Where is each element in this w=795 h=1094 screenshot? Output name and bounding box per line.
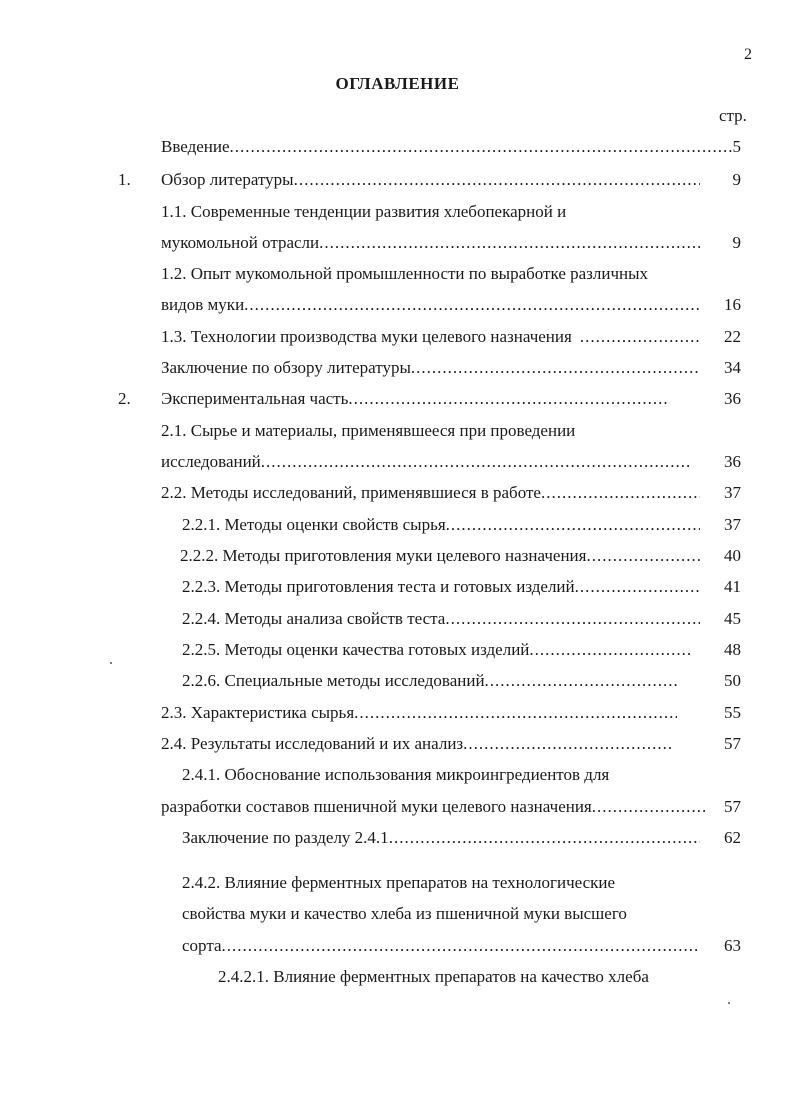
page-number: 2 xyxy=(744,46,752,63)
toc-entry-title: Введение xyxy=(161,137,230,156)
toc-entry-2-1-cont[interactable] xyxy=(0,447,795,477)
toc-entry-title: 2.3. Характеристика сырья xyxy=(161,703,355,722)
toc-entry-chapter-1[interactable] xyxy=(0,165,795,195)
toc-entry-1-3[interactable] xyxy=(0,322,795,352)
toc-entry-title: 2.4. Результаты исследований и их анализ xyxy=(161,734,464,753)
leader-dots xyxy=(446,510,700,540)
leader-dots xyxy=(586,541,700,571)
leader-dots xyxy=(294,165,700,195)
leader-dots xyxy=(230,132,733,162)
toc-entry-title: 1.1. Современные тенденции развития хлебопекарной и xyxy=(161,202,567,221)
toc-entry-page: 55 xyxy=(724,703,741,722)
toc-entry-title: разработки составов пшеничной муки целевого назначения xyxy=(161,797,592,816)
leader-dots xyxy=(244,290,700,320)
toc-entry-1-1-cont[interactable] xyxy=(0,228,795,258)
toc-entry-1-2-cont[interactable] xyxy=(0,290,795,320)
toc-entry-title: 2.4.2.1. Влияние ферментных препаратов на качество хлеба xyxy=(218,967,649,986)
toc-entry-2-4-1[interactable] xyxy=(0,760,795,790)
toc-entry-2-3[interactable] xyxy=(0,698,795,728)
toc-entry-page: 9 xyxy=(732,233,741,252)
scan-speck xyxy=(110,662,112,664)
leader-dots xyxy=(592,792,705,822)
toc-entry-title: 1.2. Опыт мукомольной промышленности по выработке различных xyxy=(161,264,649,283)
toc-entry-title: свойства муки и качество хлеба из пшеничной муки высшего xyxy=(182,904,627,923)
toc-entry-page: 62 xyxy=(724,828,741,847)
toc-entry-2-4-2-cont[interactable] xyxy=(0,899,795,929)
toc-entry-title: Заключение по обзору литературы xyxy=(161,358,411,377)
toc-entry-2-4-1-cont[interactable] xyxy=(0,792,795,822)
toc-entry-title: Обзор литературы xyxy=(161,170,294,189)
leader-dots xyxy=(261,447,690,477)
toc-entry-page: 16 xyxy=(724,295,741,314)
toc-entry-2-2-4[interactable] xyxy=(0,604,795,634)
toc-entry-page: 50 xyxy=(724,671,741,690)
leader-dots xyxy=(445,604,700,634)
toc-entry-title: Заключение по разделу 2.4.1 xyxy=(182,828,389,847)
toc-entry-title: мукомольной отрасли xyxy=(161,233,320,252)
toc-entry-2-2-2[interactable] xyxy=(0,541,795,571)
toc-entry-chapter-2[interactable] xyxy=(0,384,795,414)
toc-entry-title: 2.1. Сырье и материалы, применявшееся при проведении xyxy=(161,421,576,440)
toc-entry-title: 1.3. Технологии производства муки целевого назначения xyxy=(161,327,572,346)
toc-entry-title: исследований xyxy=(161,452,261,471)
toc-entry-title: 2.2. Методы исследований, применявшиеся в работе xyxy=(161,483,541,502)
toc-entry-page: 36 xyxy=(724,389,741,408)
toc-entry-1-2[interactable] xyxy=(0,259,795,289)
toc-entry-title: 2.2.5. Методы оценки качества готовых изделий xyxy=(182,640,530,659)
toc-entry-page: 48 xyxy=(724,640,741,659)
toc-entry-title: Экспериментальная часть xyxy=(161,389,349,408)
page-title: ОГЛАВЛЕНИЕ xyxy=(335,74,460,93)
toc-entry-2-2-5[interactable] xyxy=(0,635,795,665)
toc-entry-title: 2.4.1. Обоснование использования микроингредиентов для xyxy=(182,765,610,784)
toc-entry-title: 2.2.4. Методы анализа свойств теста xyxy=(182,609,446,628)
page-column-header: стр. xyxy=(719,106,747,125)
toc-entry-2-4-2[interactable] xyxy=(0,868,795,898)
toc-entry-page: 40 xyxy=(724,546,741,565)
toc-entry-1-1[interactable] xyxy=(0,197,795,227)
toc-entry-number: 1. xyxy=(118,170,131,189)
leader-dots xyxy=(485,666,680,696)
toc-entry-title: 2.4.2. Влияние ферментных препаратов на технологические xyxy=(182,873,616,892)
toc-entry-title: сорта xyxy=(182,936,222,955)
leader-dots xyxy=(389,823,700,853)
toc-entry-2-4-2-1[interactable] xyxy=(0,962,795,992)
toc-entry-introduction[interactable] xyxy=(0,132,795,162)
toc-entry-2-4[interactable] xyxy=(0,729,795,759)
toc-entry-page: 63 xyxy=(724,936,741,955)
leader-dots xyxy=(222,931,700,961)
toc-entry-title: 2.2.3. Методы приготовления теста и готовых изделий xyxy=(182,577,575,596)
toc-entry-review-conclusion[interactable] xyxy=(0,353,795,383)
leader-dots xyxy=(575,572,700,602)
toc-entry-page: 57 xyxy=(724,734,741,753)
toc-entry-2-2-3[interactable] xyxy=(0,572,795,602)
toc-entry-2-2-6[interactable] xyxy=(0,666,795,696)
toc-entry-title: 2.2.1. Методы оценки свойств сырья xyxy=(182,515,446,534)
leader-dots xyxy=(354,698,677,728)
leader-dots xyxy=(529,635,690,665)
toc-entry-page: 37 xyxy=(724,483,741,502)
leader-dots xyxy=(580,322,700,352)
toc-entry-page: 36 xyxy=(724,452,741,471)
leader-dots xyxy=(463,729,673,759)
leader-dots xyxy=(319,228,700,258)
toc-entry-2-4-2-cont2[interactable] xyxy=(0,931,795,961)
toc-entry-number: 2. xyxy=(118,389,131,408)
toc-entry-2-2[interactable] xyxy=(0,478,795,508)
toc-entry-title: 2.2.2. Методы приготовления муки целевого назначения xyxy=(180,546,587,565)
leader-dots xyxy=(541,478,700,508)
toc-entry-page: 37 xyxy=(724,515,741,534)
toc-entry-2-2-1[interactable] xyxy=(0,510,795,540)
scan-speck xyxy=(728,1002,730,1004)
leader-dots xyxy=(348,384,670,414)
toc-entry-title: 2.2.6. Специальные методы исследований xyxy=(182,671,485,690)
toc-entry-page: 9 xyxy=(732,170,741,189)
toc-entry-page: 41 xyxy=(724,577,741,596)
toc-entry-2-1[interactable] xyxy=(0,416,795,446)
toc-entry-title: видов муки xyxy=(161,295,245,314)
toc-entry-page: 22 xyxy=(724,327,741,346)
toc-entry-2-4-1-conclusion[interactable] xyxy=(0,823,795,853)
toc-entry-page: 34 xyxy=(724,358,741,377)
toc-entry-page: 57 xyxy=(724,797,741,816)
leader-dots xyxy=(411,353,700,383)
toc-entry-page: 45 xyxy=(724,609,741,628)
toc-entry-page: 5 xyxy=(732,137,741,156)
